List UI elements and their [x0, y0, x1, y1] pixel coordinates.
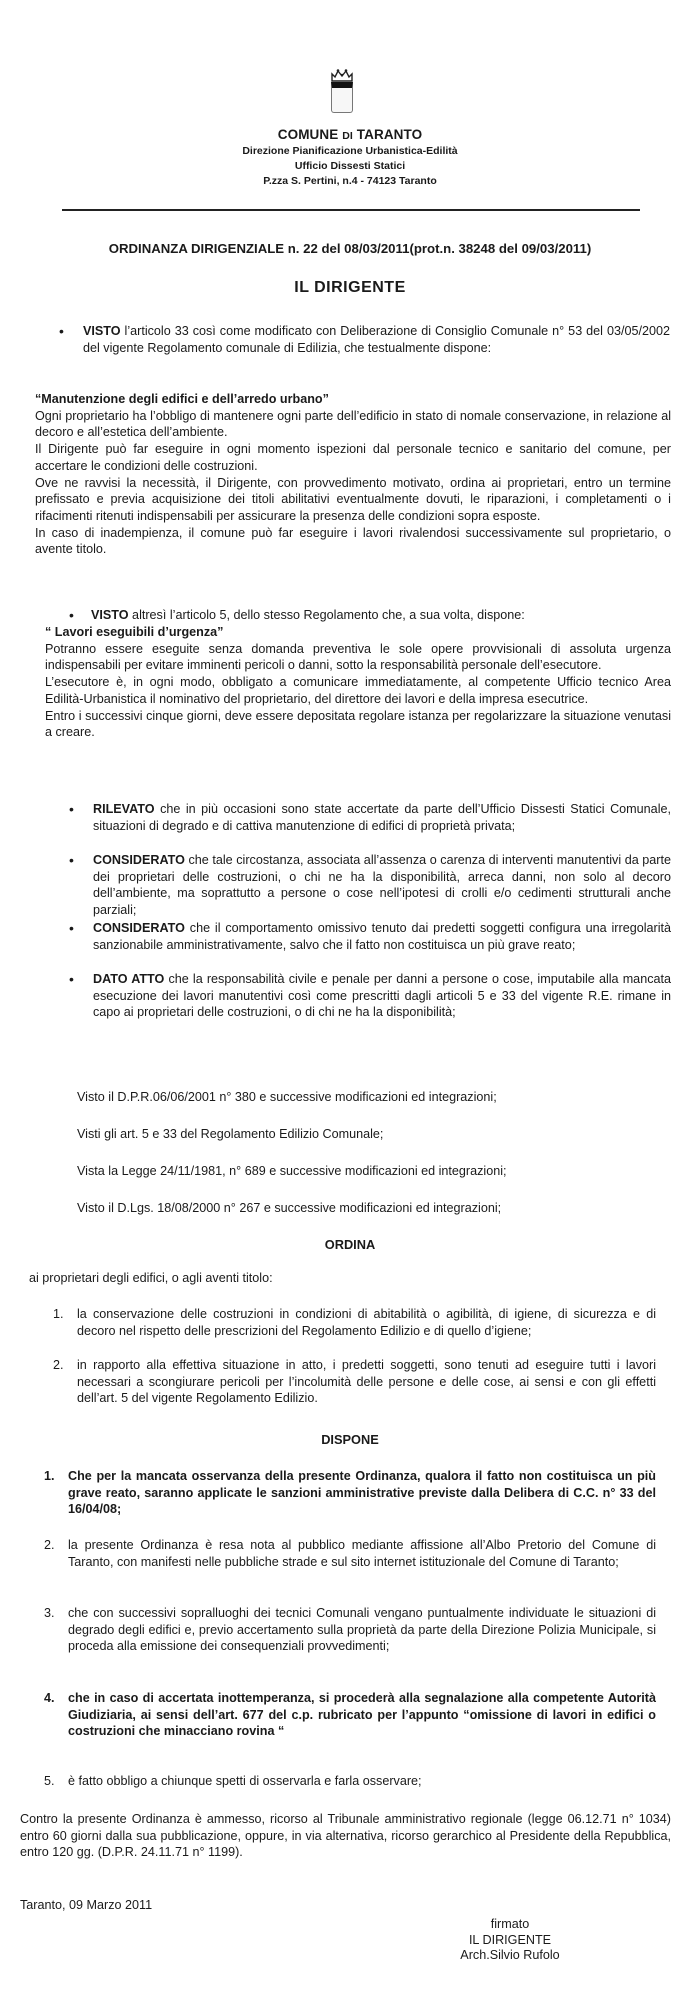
signed-label: firmato — [490, 1917, 530, 1931]
art33-paragraph: In caso di inadempienza, il comune può far eseguire i lavori rivalendosi successivamente sul proprietario, o avente titolo. — [35, 525, 671, 557]
item-text: la presente Ordinanza è resa nota al pubblico mediante affissione all’Albo Pretorio del Comune di Taranto, con manifesti nelle pubbliche strade e sul sito internet istituzionale del Comune di Taranto; — [68, 1538, 656, 1569]
premessa-item — [69, 920, 671, 953]
premessa-label: CONSIDERATO — [93, 853, 185, 867]
item-number: 5. — [44, 1774, 55, 1788]
item-number: 4. — [44, 1691, 55, 1705]
premessa-text: che tale circostanza, associata all’assenza o carenza di interventi manutentivi da parte dei proprietari delle costruzioni, o chi ne ha la disponibilità, arreca danni, non solo al decoro dell’ambiente, ma soprattutto a persone o cose nell’ipotesi di crolli e/o cedimenti strutturali anche parziali; — [93, 853, 671, 918]
visto-dlgs: Visto il D.Lgs. 18/08/2000 n° 267 e successive modificazioni ed integrazioni; — [77, 1201, 502, 1215]
item-number: 1. — [53, 1307, 64, 1321]
vista-legge: Vista la Legge 24/11/1981, n° 689 e successive modificazioni ed integrazioni; — [77, 1164, 507, 1178]
bullet-icon: • — [69, 852, 74, 868]
art33-block — [35, 391, 671, 558]
art5-paragraph: Entro i successivi cinque giorni, deve essere depositata regolare istanza per regolarizzare la situazione venutasi a creare. — [45, 708, 671, 740]
dispone-item — [44, 1468, 656, 1518]
ufficio-line: Ufficio Dissesti Statici — [294, 160, 406, 172]
item-number: 1. — [44, 1469, 55, 1483]
visto-label: VISTO — [91, 608, 129, 622]
art33-paragraph: Ove ne ravvisi la necessità, il Dirigente, con provvedimento motivato, ordina ai proprietari, entro un termine prefissato e previa acquisizione dei titoli abilitativi eventualmente dovuti, le riparazioni, i completamenti o i rifacimenti ritenuti indispensabili per assicurare la presenza delle condizioni sopra esposte. — [35, 475, 671, 523]
art33-title: “Manutenzione degli edifici e dell’arredo urbano” — [35, 392, 329, 406]
comune-title: COMUNE DI TARANTO — [277, 127, 423, 142]
ordinance-title: ORDINANZA DIRIGENZIALE n. 22 del 08/03/2011(prot.n. 38248 del 09/03/2011) — [108, 241, 592, 256]
item-number: 3. — [44, 1606, 55, 1620]
item-number: 2. — [44, 1538, 55, 1552]
item-text: è fatto obbligo a chiunque spetti di osservarla e farla osservare; — [68, 1774, 422, 1788]
item-text: che con successivi sopralluoghi dei tecnici Comunali vengano puntualmente individuate le situazioni di degrado degli edifici e, previo accertamento sulla proprietà da parte della Direzione Polizia Municipale, si proceda alla emissione dei consequenziali provvedimenti; — [68, 1606, 656, 1654]
art5-title: “ Lavori eseguibili d’urgenza” — [45, 625, 224, 639]
coat-of-arms-icon — [329, 68, 355, 124]
visto-text: l’articolo 33 così come modificato con Deliberazione di Consiglio Comunale n° 53 del 03/05/2002 del vigente Regolamento comunale di Edilizia, che testualmente dispone: — [83, 324, 670, 355]
premessa-text: che in più occasioni sono state accertate da parte dell’Ufficio Dissesti Statici Comunale, situazioni di degrado e di cattiva manutenzione di edifici di proprietà privata; — [93, 802, 671, 833]
premessa-item — [69, 801, 671, 834]
item-text: che in caso di accertata inottemperanza, si procederà alla segnalazione alla competente Autorità Giudiziaria, ai sensi dell’art. 677 del c.p. rubricato per l’appunto “omissione di lavori in edifici o costruzioni che minacciano rovina “ — [68, 1691, 656, 1739]
visto-label: VISTO — [83, 324, 121, 338]
bullet-icon: • — [69, 971, 74, 987]
ricorso-paragraph: Contro la presente Ordinanza è ammesso, ricorso al Tribunale amministrativo regionale (legge 06.12.71 n° 1034) entro 60 giorni dalla sua pubblicazione, oppure, in via alternativa, ricorso gerarchico al Presidente della Repubblica, entro 120 gg. (D.P.R. 24.11.71 n° 1199). — [20, 1812, 671, 1860]
premessa-text: che il comportamento omissivo tenuto dai predetti soggetti configura una irregolarità sanzionabile amministrativamente, salvo che il fatto non costituisca un più grave reato; — [93, 921, 671, 952]
ordina-item — [53, 1357, 656, 1407]
dispone-item — [44, 1605, 656, 1655]
art5-block — [45, 624, 671, 741]
direzione-line: Direzione Pianificazione Urbanistica-Edilità — [242, 145, 458, 157]
premessa-text: che la responsabilità civile e penale per danni a persone o cose, imputabile alla mancata esecuzione dei lavori manutentivi così come prescritti dagli articoli 5 e 33 del vigente R.E. rimane in capo ai proprietari delle costruzioni, o di chi ne ha la disponibilità; — [93, 972, 671, 1020]
ordina-intro: ai proprietari degli edifici, o agli aventi titolo: — [29, 1271, 273, 1285]
bullet-icon: • — [69, 920, 74, 936]
ordina-item — [53, 1306, 656, 1339]
dirigente-heading: IL DIRIGENTE — [294, 279, 406, 296]
signer-role: IL DIRIGENTE — [468, 1932, 552, 1947]
premessa-label: CONSIDERATO — [93, 921, 185, 935]
bullet-icon: • — [59, 323, 64, 339]
header-divider — [62, 209, 640, 211]
shield-icon — [331, 82, 353, 113]
item-text: in rapporto alla effettiva situazione in atto, i predetti soggetti, sono tenuti ad eseguire tutti i lavori necessari a scongiurare pericoli per l’incolumità delle persone e delle cose, ai sensi e con gli effetti dell’art. 5 del vigente Regolamento Edilizio. — [77, 1358, 656, 1406]
item-text: la conservazione delle costruzioni in condizioni di abitabilità o agibilità, di igiene, di sicurezza e di decoro nel rispetto delle prescrizioni del Regolamento Edilizio e di quello d’igiene; — [77, 1307, 656, 1338]
item-text: Che per la mancata osservanza della presente Ordinanza, qualora il fatto non costituisca un più grave reato, saranno applicate le sanzioni amministrative previste dalla Delibera di C.C. n° 33 del 16/04/08; — [68, 1469, 656, 1517]
bullet-icon: • — [69, 607, 74, 623]
signer-name: Arch.Silvio Rufolo — [460, 1948, 560, 1962]
premessa-item — [69, 971, 671, 1021]
visti-regolamento: Visti gli art. 5 e 33 del Regolamento Edilizio Comunale; — [77, 1127, 384, 1141]
art5-paragraph: L’esecutore è, in ogni modo, obbligato a comunicare immediatamente, al competente Ufficio tecnico Area Edilità-Urbanistica il nominativo del proprietario, del direttore dei lavori e della impresa esecutrice. — [45, 675, 671, 706]
premessa-label: DATO ATTO — [93, 972, 165, 986]
crown-icon — [330, 68, 354, 82]
ordina-heading: ORDINA — [324, 1237, 376, 1252]
signature-block — [420, 1917, 600, 1964]
item-number: 2. — [53, 1358, 64, 1372]
dispone-heading: DISPONE — [321, 1432, 379, 1447]
visto-dpr: Visto il D.P.R.06/06/2001 n° 380 e successive modificazioni ed integrazioni; — [77, 1090, 497, 1104]
dispone-item — [44, 1773, 656, 1790]
visto-art33-item — [59, 323, 670, 356]
place-date: Taranto, 09 Marzo 2011 — [20, 1898, 153, 1912]
art33-paragraph: Ogni proprietario ha l’obbligo di mantenere ogni parte dell’edificio in stato di nomale conservazione, in relazione al decoro e all’estetica dell’ambiente. — [35, 408, 671, 440]
address-line: P.zza S. Pertini, n.4 - 74123 Taranto — [263, 175, 437, 187]
visto-art5-item — [69, 607, 671, 624]
visto-text: altresì l’articolo 5, dello stesso Regolamento che, a sua volta, dispone: — [128, 608, 525, 622]
premessa-item — [69, 852, 671, 919]
dispone-item — [44, 1537, 656, 1570]
premessa-label: RILEVATO — [93, 802, 155, 816]
bullet-icon: • — [69, 801, 74, 817]
art33-paragraph: Il Dirigente può far eseguire in ogni momento ispezioni dal personale tecnico e sanitario del comune, per accertare le condizioni delle costruzioni. — [35, 442, 671, 473]
dispone-item — [44, 1690, 656, 1740]
art5-paragraph: Potranno essere eseguite senza domanda preventiva le sole opere provvisionali di assoluta urgenza indispensabili per evitare imminenti pericoli o danni, sotto la responsabilità personale dell’esecutore. — [45, 641, 671, 673]
